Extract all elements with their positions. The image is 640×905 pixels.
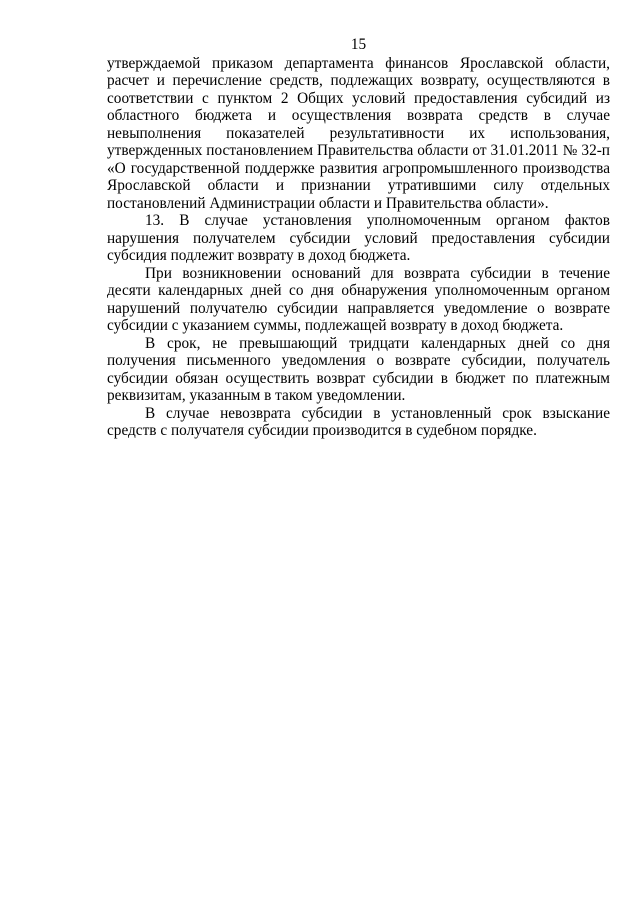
paragraph-deadline: В срок, не превышающий тридцати календарных дней со дня получения письменного уведомления о возврате субсидии, получатель субсидии обязан осуществить возврат субсидии в бюджет по платежным реквизитам, указанным в таком уведомлении. <box>107 334 610 404</box>
paragraph-non-return: В случае невозврата субсидии в установленный срок взыскание средств с получателя субсидии производится в судебном порядке. <box>107 404 610 439</box>
paragraph-notification: При возникновении оснований для возврата субсидии в течение десяти календарных дней со дня обнаружения уполномоченным органом нарушений получателю субсидии направляется уведомление о возврате субсидии с указанием суммы, подлежащей возврату в доход бюджета. <box>107 264 610 334</box>
page-number: 15 <box>350 36 367 53</box>
paragraph-continuation: утверждаемой приказом департамента финансов Ярославской области, расчет и перечисление средств, подлежащих возврату, осуществляются в соответствии с пунктом 2 Общих условий предоставления субсидий из областного бюджета и осуществления возврата средств в случае невыполнения показателей результативности их использования, утвержденных постановлением Правительства области от 31.01.2011 № 32-п «О государственной поддержке развития агропромышленного производства Ярославской области и признании утратившими силу отдельных постановлений Администрации области и Правительства области». <box>107 54 610 212</box>
paragraph-item-13: 13. В случае установления уполномоченным органом фактов нарушения получателем субсидии условий предоставления субсидии субсидия подлежит возврату в доход бюджета. <box>107 212 610 264</box>
document-page <box>107 36 610 440</box>
